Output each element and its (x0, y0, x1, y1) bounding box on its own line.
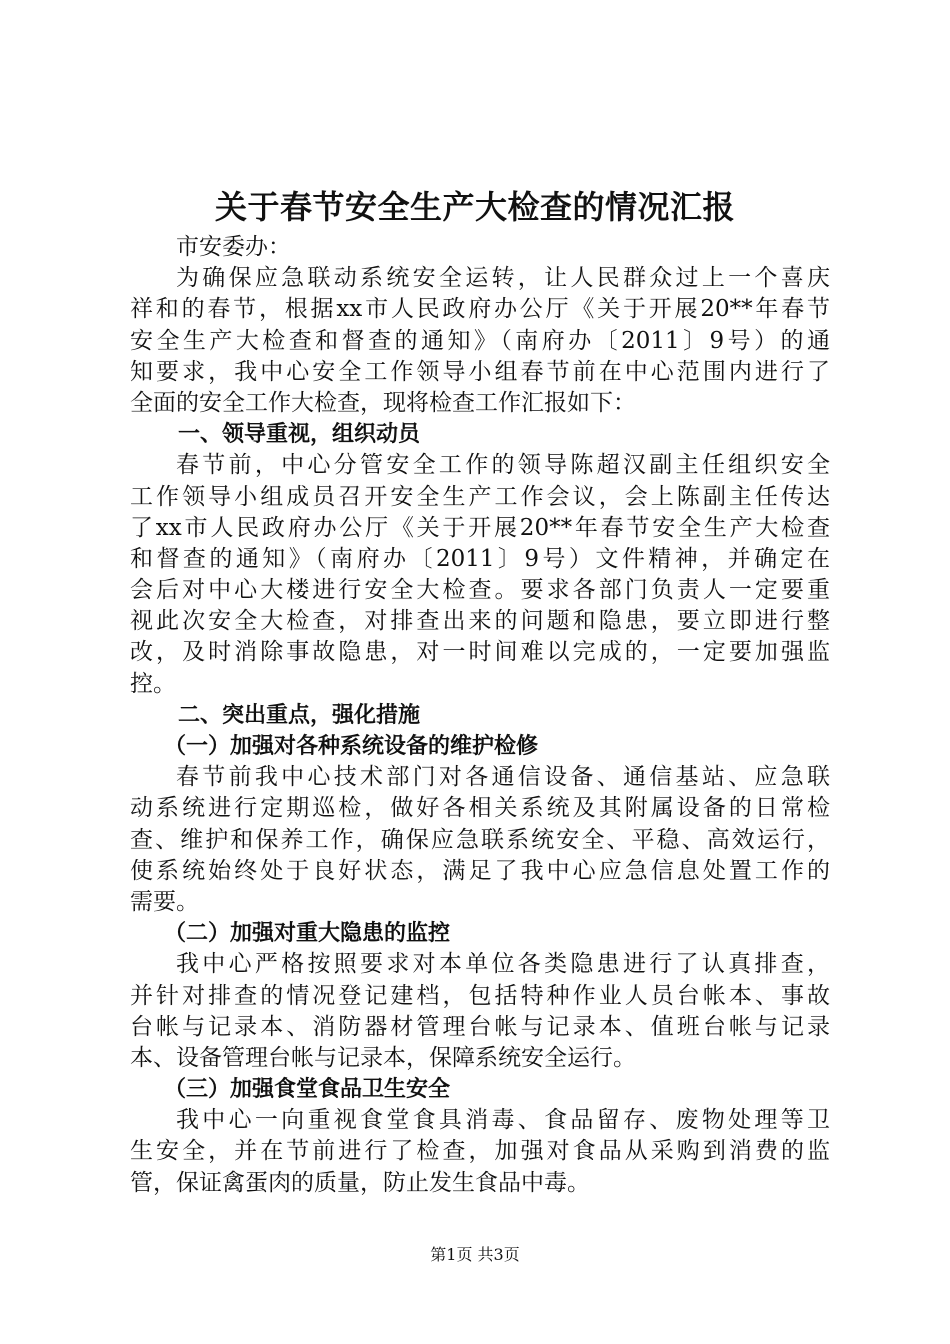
subsection2-paragraph (130, 949, 830, 1074)
paragraph-line: 生安全，并在节前进行了检查，加强对食品从采购到消费的监 (130, 1138, 830, 1165)
paragraph-line: 我中心严格按照要求对本单位各类隐患进行了认真排查， (176, 951, 830, 978)
paragraph-line: 并针对排查的情况登记建档，包括特种作业人员台帐本、事故 (130, 982, 830, 1009)
paragraph-line: 视此次安全大检查，对排查出来的问题和隐患，要立即进行整 (130, 608, 830, 635)
paragraph-line: 春节前，中心分管安全工作的领导陈超汉副主任组织安全 (176, 452, 830, 479)
subsection-heading-3: （三）加强食堂食品卫生安全 (164, 1077, 451, 1103)
paragraph-line: 安全生产大检查和督查的通知》（南府办〔2011〕9号）的通 (130, 327, 830, 354)
paragraph-line: 春节前我中心技术部门对各通信设备、通信基站、应急联 (176, 764, 830, 791)
paragraph-line: 知要求，我中心安全工作领导小组春节前在中心范围内进行了 (130, 358, 830, 385)
section1-paragraph (130, 450, 830, 700)
subsection-heading-1: （一）加强对各种系统设备的维护检修 (164, 734, 539, 759)
paragraph-line: 我中心一向重视食堂食具消毒、食品留存、废物处理等卫 (176, 1107, 830, 1134)
subsection1-paragraph (130, 762, 830, 918)
paragraph-line: 会后对中心大楼进行安全大检查。要求各部门负责人一定要重 (130, 577, 830, 604)
paragraph-line: 需要。 (130, 888, 199, 915)
subsection-heading-2: （二）加强对重大隐患的监控 (164, 921, 451, 947)
document-title: 关于春节安全生产大检查的情况汇报 (214, 188, 735, 226)
paragraph-line: 管，保证禽蛋肉的质量，防止发生食品中毒。 (130, 1169, 590, 1196)
paragraph-line: 动系统进行定期巡检，做好各相关系统及其附属设备的日常检 (130, 795, 830, 822)
page-footer: 第1页 共3页 (430, 1245, 520, 1264)
paragraph-line: 了xx市人民政府办公厅《关于开展20**年春节安全生产大检查 (130, 514, 830, 541)
paragraph-line: 改，及时消除事故隐患，对一时间难以完成的，一定要加强监 (130, 639, 830, 666)
paragraph-line: 和督查的通知》（南府办〔2011〕9号）文件精神，并确定在 (130, 545, 830, 572)
salutation: 市安委办： (176, 234, 291, 260)
paragraph-line: 全面的安全工作大检查，现将检查工作汇报如下： (130, 389, 636, 416)
section-heading-2: 二、突出重点，强化措施 (178, 702, 421, 728)
paragraph-line: 使系统始终处于良好状态，满足了我中心应急信息处置工作的 (130, 857, 830, 884)
document-body (130, 232, 830, 1199)
subsection3-paragraph (130, 1105, 830, 1199)
paragraph-line: 为确保应急联动系统安全运转，让人民群众过上一个喜庆 (176, 265, 830, 292)
section-heading-1: 一、领导重视，组织动员 (178, 422, 421, 448)
paragraph-line: 台帐与记录本、消防器材管理台帐与记录本、值班台帐与记录 (130, 1013, 830, 1040)
intro-paragraph (130, 263, 830, 419)
paragraph-line: 工作领导小组成员召开安全生产工作会议，会上陈副主任传达 (130, 483, 830, 510)
paragraph-line: 查、维护和保养工作，确保应急联系统安全、平稳、高效运行， (130, 826, 830, 853)
paragraph-line: 祥和的春节，根据xx市人民政府办公厅《关于开展20**年春节 (130, 296, 830, 323)
paragraph-line: 控。 (130, 670, 176, 697)
paragraph-line: 本、设备管理台帐与记录本，保障系统安全运行。 (130, 1044, 636, 1071)
